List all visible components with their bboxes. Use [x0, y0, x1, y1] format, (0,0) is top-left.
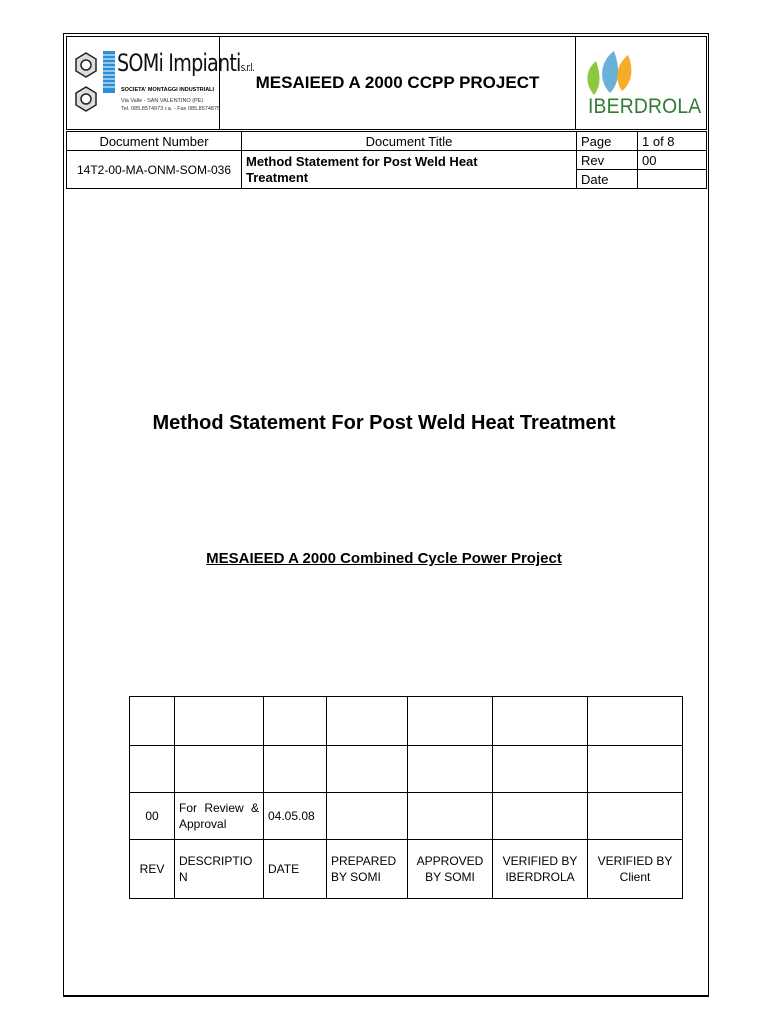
document-main-title: Method Statement For Post Weld Heat Treatment: [152, 412, 616, 434]
description-cell: [175, 746, 264, 793]
approved-cell: [408, 793, 493, 840]
document-title-label: Document Title: [242, 132, 577, 151]
description-header: DESCRIPTIO N: [175, 840, 264, 899]
prepared-cell: [327, 793, 408, 840]
date-label: Date: [577, 170, 638, 189]
client-logo-cell: [576, 37, 707, 130]
document-header: [66, 36, 707, 130]
rev-cell: 00: [130, 793, 175, 840]
table-row: [130, 746, 683, 793]
date-header: DATE: [264, 840, 327, 899]
prepared-cell: [327, 746, 408, 793]
prepared-by-header: PREPARED BY SOMI: [327, 840, 408, 899]
verified-by-client-header: VERIFIED BY Client: [588, 840, 683, 899]
company-logo-cell: [67, 37, 255, 130]
somi-logo: [73, 49, 255, 121]
somi-tagline: SOCIETA' MONTAGGI INDUSTRIALI: [121, 87, 215, 93]
project-title: MESAIEED A 2000 CCPP PROJECT: [220, 37, 576, 130]
table-row: [130, 793, 683, 840]
rev-cell: [130, 746, 175, 793]
description-cell: For Review & Approval: [175, 793, 264, 840]
prepared-cell: [327, 697, 408, 746]
verified-client-cell: [588, 746, 683, 793]
date-cell: 04.05.08: [264, 793, 327, 840]
table-row: [130, 697, 683, 746]
rev-cell: [130, 697, 175, 746]
date-cell: [264, 746, 327, 793]
hex-nut-icon: [73, 51, 99, 115]
document-subtitle: MESAIEED A 2000 Combined Cycle Power Project: [206, 550, 562, 567]
date-value: [638, 170, 707, 189]
rev-header: REV: [130, 840, 175, 899]
document-number: 14T2-00-MA-ONM-SOM-036: [67, 151, 242, 189]
rev-label: Rev: [577, 151, 638, 170]
rev-value: 00: [638, 151, 707, 170]
document-number-label: Document Number: [67, 132, 242, 151]
verified-client-cell: [588, 793, 683, 840]
approved-by-header: APPROVED BY SOMI: [408, 840, 493, 899]
verified-iberdrola-cell: [493, 697, 588, 746]
date-cell: [264, 697, 327, 746]
page-label: Page: [577, 132, 638, 151]
somi-address: Via Valle - SAN VALENTINO (PE) Tel. 085.8574973 r.a. - Fax 085.8574875: [121, 98, 221, 112]
verified-by-iberdrola-header: VERIFIED BY IBERDROLA: [493, 840, 588, 899]
verified-iberdrola-cell: [493, 793, 588, 840]
description-cell: [175, 697, 264, 746]
verified-iberdrola-cell: [493, 746, 588, 793]
table-header-row: [130, 840, 683, 899]
approved-cell: [408, 697, 493, 746]
approved-cell: [408, 746, 493, 793]
document-title: Method Statement for Post Weld Heat Treatment: [242, 151, 577, 189]
verified-client-cell: [588, 697, 683, 746]
document-meta-table: [66, 131, 707, 189]
iberdrola-leaves-icon: [582, 47, 642, 97]
somi-wordmark: SOMi Impiantis.r.l.: [117, 49, 255, 77]
iberdrola-wordmark: IBERDROLA: [588, 95, 702, 118]
page-value: 1 of 8: [638, 132, 707, 151]
page-frame-bottom-rule: [63, 996, 709, 997]
revision-table: [129, 696, 683, 899]
